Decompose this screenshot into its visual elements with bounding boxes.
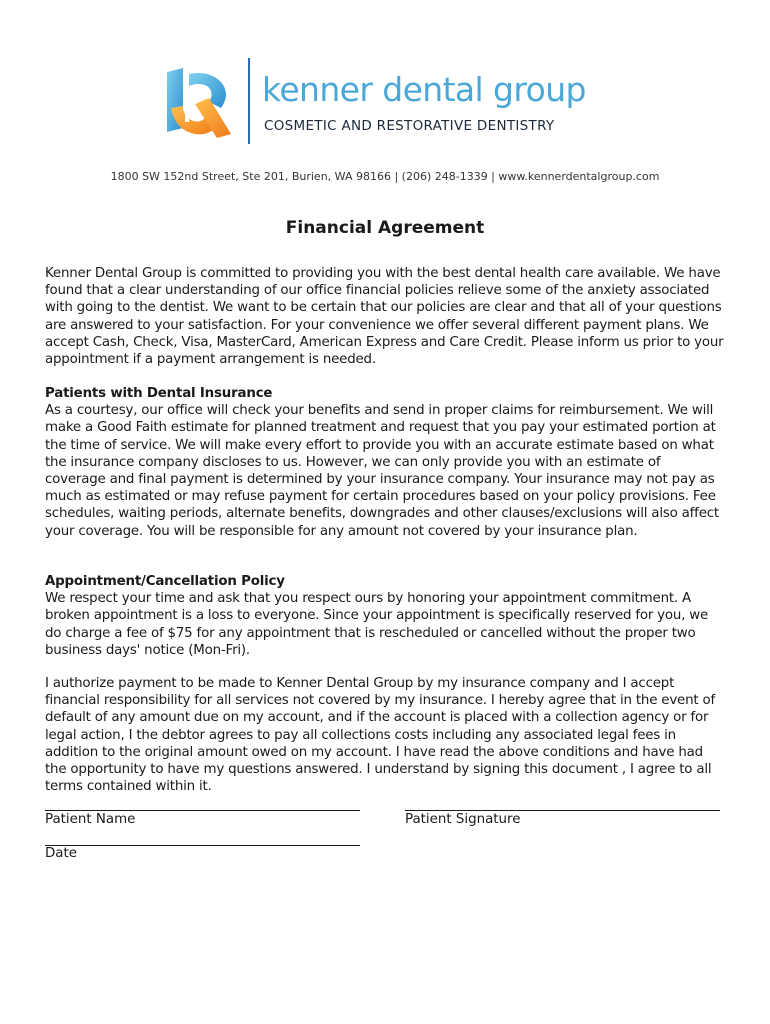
practice-address: 1800 SW 152nd Street, Ste 201, Burien, WA 98166 | (206) 248-1339 | www.kennerdentalgroup.com bbox=[110, 170, 660, 183]
date-label: Date bbox=[45, 846, 78, 861]
logo-header bbox=[165, 58, 605, 148]
patient-signature-line[interactable] bbox=[405, 810, 720, 811]
patient-name-label: Patient Name bbox=[45, 812, 136, 827]
patient-name-line[interactable] bbox=[45, 810, 360, 811]
insurance-paragraph: As a courtesy, our office will check your benefits and send in proper claims for reimbursement. We will make a Good Faith estimate for planned treatment and request that you pay your estimated portion at the time of service. We will make every effort to provide you with an accurate estimate based on what the insurance company discloses to us. However, we can only provide you with an estimate of coverage and final payment is determined by your insurance company. Your insurance may not pay as much as estimated or may refuse payment for certain procedures based on your policy provisions. Fee schedules, waiting periods, alternate benefits, downgrades and other clauses/exclusions will also affect your coverage. You will be responsible for any amount not covered by your insurance plan. bbox=[45, 403, 719, 539]
cancellation-heading: Appointment/Cancellation Policy bbox=[45, 574, 285, 589]
date-line[interactable] bbox=[45, 845, 360, 846]
authorization-paragraph: I authorize payment to be made to Kenner Dental Group by my insurance company and I accept financial responsibility for all services not covered by my insurance. I hereby agree that in the event of default of any amount due on my account, and if the account is placed with a collection agency or for legal action, I the debtor agrees to pay all collections costs including any associated legal fees in addition to the original amount owed on my account. I have read the above conditions and have had the opportunity to have my questions answered. I understand by signing this document , I agree to all terms contained within it. bbox=[45, 676, 715, 795]
insurance-heading: Patients with Dental Insurance bbox=[45, 386, 273, 401]
intro-paragraph: Kenner Dental Group is committed to providing you with the best dental health care available. We have found that a clear understanding of our office financial policies relieve some of the anxiety associated with going to the dentist. We want to be certain that our policies are clear and that all of your questions are answered to your satisfaction. For your convenience we offer several different payment plans. We accept Cash, Check, Visa, MasterCard, American Express and Care Credit. Please inform us prior to your appointment if a payment arrangement is needed. bbox=[45, 266, 724, 368]
logo-divider bbox=[248, 58, 250, 144]
cancellation-paragraph: We respect your time and ask that you respect ours by honoring your appointment commitment. A broken appointment is a loss to everyone. Since your appointment is specifically reserved for you, we do charge a fee of $75 for any appointment that is rescheduled or cancelled without the proper two business days' notice (Mon-Fri). bbox=[45, 591, 709, 658]
patient-signature-label: Patient Signature bbox=[405, 812, 521, 827]
cancellation-section bbox=[45, 573, 725, 659]
document-title: Financial Agreement bbox=[285, 218, 485, 238]
insurance-section bbox=[45, 385, 725, 540]
brand-name: kenner dental group bbox=[262, 70, 586, 109]
brand-tagline: COSMETIC AND RESTORATIVE DENTISTRY bbox=[264, 118, 555, 134]
kenner-k-logo-icon bbox=[165, 68, 235, 140]
